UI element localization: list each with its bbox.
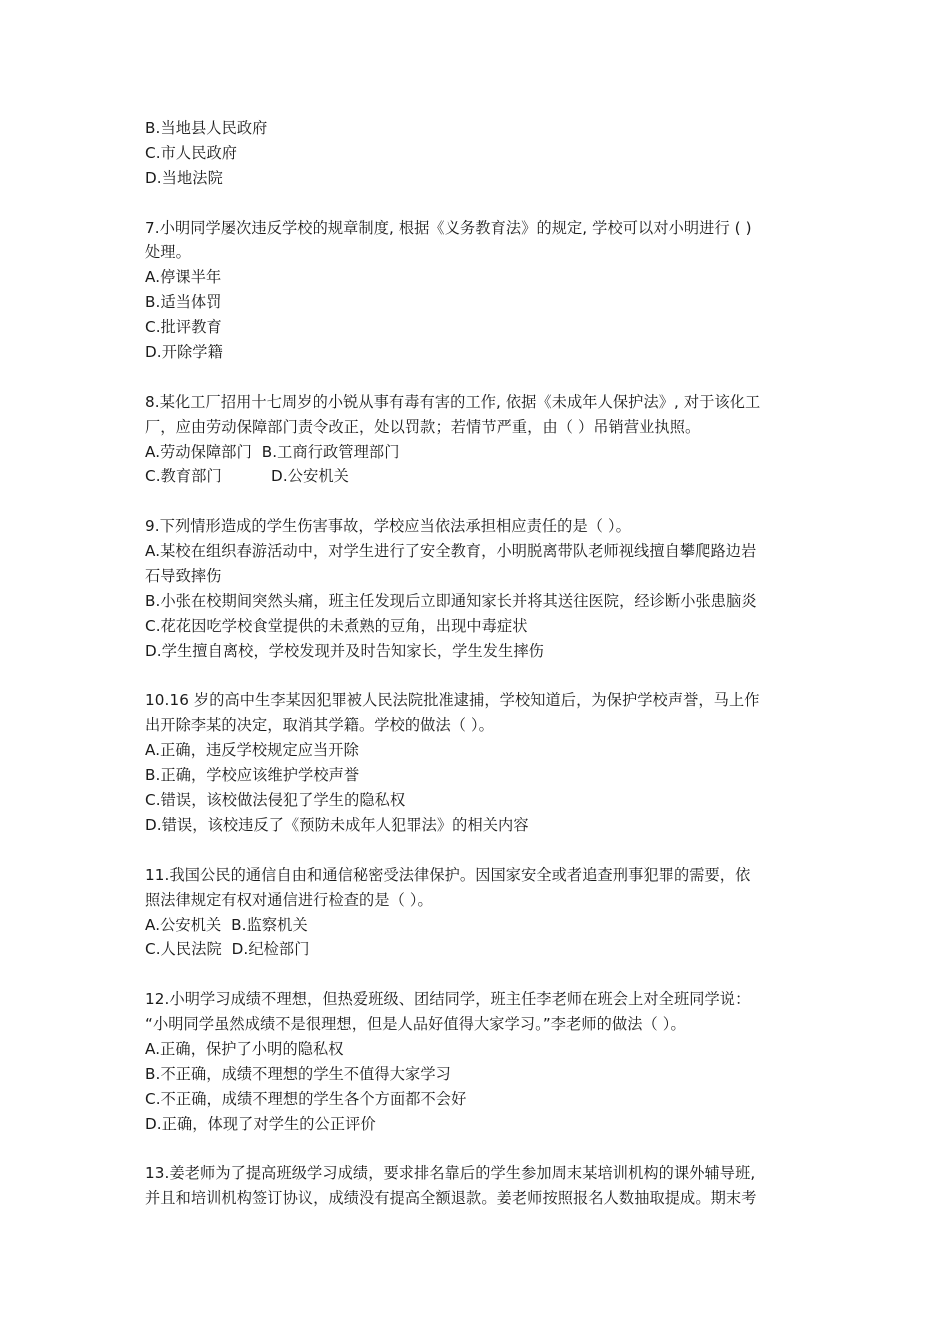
option-a: A.正确，保护了小明的隐私权 (145, 1039, 344, 1058)
question-9 (145, 514, 809, 663)
question-stem: 处理。 (145, 243, 191, 262)
option-c: C.市人民政府 (145, 143, 238, 162)
question-stem: 13.姜老师为了提高班级学习成绩，要求排名靠后的学生参加周末某培训机构的课外辅导班, (145, 1164, 756, 1183)
option-c: C.批评教育 (145, 318, 222, 337)
option-d: D.开除学籍 (145, 343, 223, 362)
option-d: D.学生擅自离校，学校发现并及时告知家长，学生发生摔伤 (145, 641, 544, 660)
option-c: C.不正确，成绩不理想的学生各个方面都不会好 (145, 1089, 467, 1108)
option-b: B.小张在校期间突然头痛，班主任发现后立即通知家长并将其送往医院，经诊断小张患脑炎 (145, 591, 757, 610)
question-stem: 照法律规定有权对通信进行检查的是（ ）。 (145, 890, 433, 909)
spacer (145, 191, 809, 216)
spacer (145, 1137, 809, 1162)
question-stem: “小明同学虽然成绩不是很理想，但是人品好值得大家学习。”李老师的做法（ ）。 (145, 1015, 686, 1034)
options-a-b: A.公安机关 B.监察机关 (145, 915, 308, 934)
question-stem: 8.某化工厂招用十七周岁的小锐从事有毒有害的工作, 依据《未成年人保护法》, 对于该化工 (145, 392, 761, 411)
option-c: C.花花因吃学校食堂提供的未煮熟的豆角，出现中毒症状 (145, 616, 528, 635)
option-b: B.当地县人民政府 (145, 119, 268, 137)
question-13 (145, 1161, 809, 1211)
question-stem: 7.小明同学屡次违反学校的规章制度, 根据《义务教育法》的规定, 学校可以对小明进行 ( ) (145, 218, 752, 237)
question-10 (145, 688, 809, 837)
question-7 (145, 216, 809, 365)
question-11 (145, 863, 809, 963)
question-stem: 11.我国公民的通信自由和通信秘密受法律保护。因国家安全或者追查刑事犯罪的需要，依 (145, 865, 751, 884)
option-c: C.错误，该校做法侵犯了学生的隐私权 (145, 791, 406, 810)
option-a: A.某校在组织春游活动中，对学生进行了安全教育，小明脱离带队老师视线擅自攀爬路边岩 (145, 542, 757, 561)
option-d: D.错误，该校违反了《预防未成年人犯罪法》的相关内容 (145, 815, 529, 834)
question-stem: 12.小明学习成绩不理想，但热爱班级、团结同学，班主任李老师在班会上对全班同学说： (145, 990, 751, 1009)
spacer (145, 365, 809, 390)
question-stem: 9.下列情形造成的学生伤害事故，学校应当依法承担相应责任的是（ ）。 (145, 517, 631, 536)
spacer (145, 838, 809, 863)
question-6-options (145, 116, 809, 191)
option-b: B.适当体罚 (145, 293, 222, 312)
options-a-b: A.劳动保障部门 B.工商行政管理部门 (145, 442, 400, 461)
spacer (145, 962, 809, 987)
question-stem: 厂，应由劳动保障部门责令改正，处以罚款；若情节严重，由（ ）吊销营业执照。 (145, 417, 701, 436)
question-stem: 出开除李某的决定，取消其学籍。学校的做法（ ）。 (145, 716, 494, 735)
option-a: A.停课半年 (145, 268, 222, 287)
document-page (145, 116, 809, 1211)
question-8 (145, 390, 809, 490)
options-c-d: C.教育部门 D.公安机关 (145, 467, 349, 486)
option-a-cont: 石导致摔伤 (145, 567, 222, 586)
option-b: B.正确，学校应该维护学校声誉 (145, 766, 360, 785)
spacer (145, 664, 809, 689)
question-stem: 并且和培训机构签订协议，成绩没有提高全额退款。姜老师按照报名人数抽取提成。期末考 (145, 1189, 757, 1208)
option-d: D.正确，体现了对学生的公正评价 (145, 1114, 376, 1133)
options-c-d: C.人民法院 D.纪检部门 (145, 940, 310, 959)
question-stem: 10.16 岁的高中生李某因犯罪被人民法院批准逮捕，学校知道后，为保护学校声誉，马上作 (145, 691, 760, 710)
option-a: A.正确，违反学校规定应当开除 (145, 741, 359, 760)
question-12 (145, 987, 809, 1136)
option-d: D.当地法院 (145, 168, 223, 187)
option-b: B.不正确，成绩不理想的学生不值得大家学习 (145, 1064, 451, 1083)
spacer (145, 489, 809, 514)
